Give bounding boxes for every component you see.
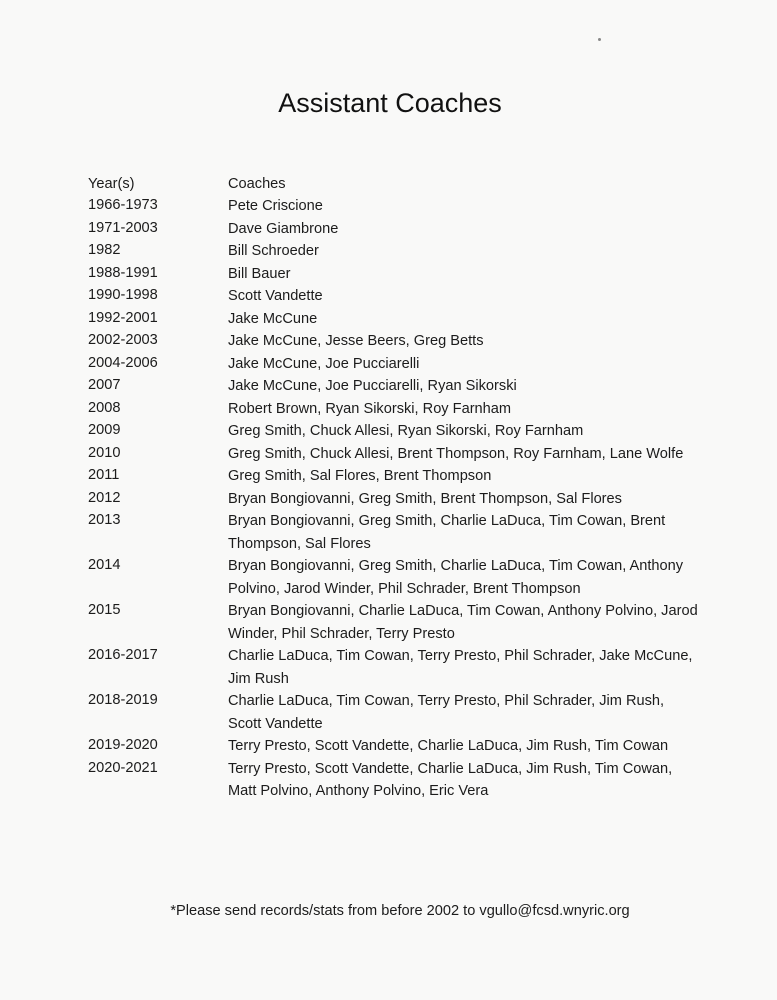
row-year: 2018-2019 [88,692,158,708]
row-coaches: Bryan Bongiovanni, Charlie LaDuca, Tim Cowan, Anthony Polvino, Jarod Winder, Phil Schrader, Terry Presto [228,603,698,642]
table-row [88,555,708,600]
table-row [88,420,708,443]
table-row [88,690,708,735]
table-row [88,488,708,511]
row-coaches: Greg Smith, Chuck Allesi, Ryan Sikorski, Roy Farnham [228,423,584,439]
row-coaches: Jake McCune, Joe Pucciarelli [228,355,420,372]
table-row [88,195,708,218]
coaches-table [88,174,708,803]
row-coaches: Jake McCune, Joe Pucciarelli, Ryan Sikorski [228,378,517,394]
table-row [88,263,708,286]
row-coaches: Scott Vandette [228,288,323,304]
table-row [88,375,708,398]
header-year: Year(s) [88,176,135,192]
table-row [88,600,708,645]
row-year: 2015 [88,602,121,618]
row-year: 1966-1973 [88,197,158,213]
row-year: 2004-2006 [88,354,158,371]
row-coaches: Jake McCune, Jesse Beers, Greg Betts [228,333,484,349]
row-coaches: Charlie LaDuca, Tim Cowan, Terry Presto, Phil Schrader, Jim Rush, Scott Vandette [228,693,665,732]
row-year: 1971-2003 [88,219,158,236]
table-row [88,758,708,803]
table-row [88,645,708,690]
row-year: 1982 [88,242,121,258]
table-row [88,465,708,488]
row-year: 2011 [88,467,120,483]
table-row [88,510,708,555]
scan-speck [598,38,601,41]
row-year: 2010 [88,444,121,461]
row-coaches: Charlie LaDuca, Tim Cowan, Terry Presto, Phil Schrader, Jake McCune, Jim Rush [228,648,693,687]
row-year: 1990-1998 [88,287,158,303]
table-row [88,353,708,376]
table-row [88,308,708,331]
row-year: 1992-2001 [88,309,158,326]
row-year: 2008 [88,399,121,416]
row-coaches: Bryan Bongiovanni, Greg Smith, Brent Thompson, Sal Flores [228,490,622,507]
row-coaches: Bill Schroeder [228,243,319,259]
table-row [88,285,708,308]
table-header [88,174,708,195]
row-year: 2002-2003 [88,332,158,348]
row-year: 2020-2021 [88,759,158,776]
row-year: 2016-2017 [88,647,158,663]
table-body [88,195,708,803]
table-row [88,443,708,466]
row-coaches: Robert Brown, Ryan Sikorski, Roy Farnham [228,400,512,417]
row-coaches: Bryan Bongiovanni, Greg Smith, Charlie LaDuca, Tim Cowan, Anthony Polvino, Jarod Winder, Phil Schrader, Brent Thompson [228,558,684,597]
table-row [88,240,708,263]
row-coaches: Pete Criscione [228,198,323,214]
row-year: 1988-1991 [88,264,158,281]
row-coaches: Greg Smith, Sal Flores, Brent Thompson [228,468,492,484]
table-row [88,735,708,758]
table-row [88,330,708,353]
row-year: 2014 [88,557,121,573]
row-coaches: Terry Presto, Scott Vandette, Charlie LaDuca, Jim Rush, Tim Cowan [228,738,669,754]
footer-note: *Please send records/stats from before 2002 to vgullo@fcsd.wnyric.org [170,903,630,919]
row-coaches: Dave Giambrone [228,220,339,237]
row-coaches: Terry Presto, Scott Vandette, Charlie LaDuca, Jim Rush, Tim Cowan, Matt Polvino, Anthony Polvino, Eric Vera [228,760,673,799]
row-year: 2013 [88,512,121,528]
row-year: 2012 [88,489,121,506]
row-coaches: Jake McCune [228,310,318,327]
table-row [88,398,708,421]
row-coaches: Bryan Bongiovanni, Greg Smith, Charlie LaDuca, Tim Cowan, Brent Thompson, Sal Flores [228,513,666,552]
page-title: Assistant Coaches [278,88,502,118]
table-row [88,218,708,241]
row-coaches: Greg Smith, Chuck Allesi, Brent Thompson, Roy Farnham, Lane Wolfe [228,445,684,462]
row-year: 2007 [88,377,121,393]
header-coaches: Coaches [228,176,286,192]
row-coaches: Bill Bauer [228,265,291,282]
row-year: 2019-2020 [88,737,158,753]
row-year: 2009 [88,422,121,438]
